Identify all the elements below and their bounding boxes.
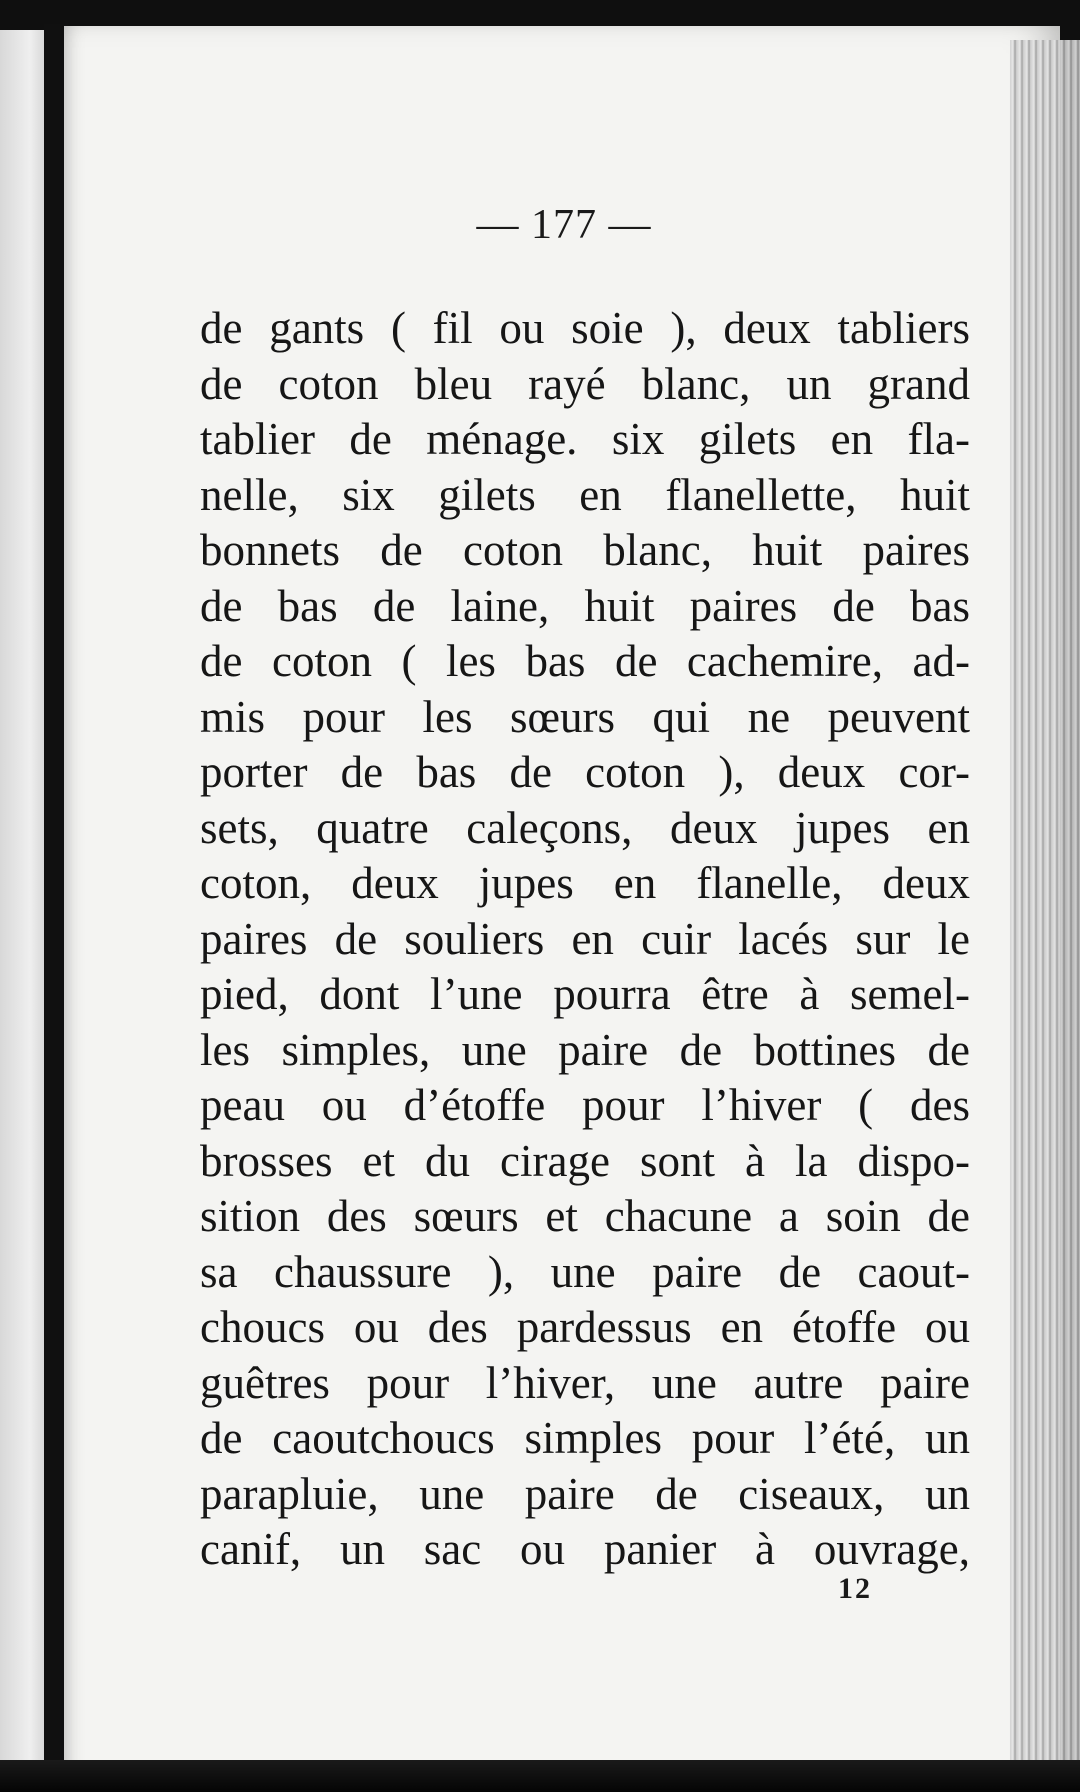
text-line: de coton bleu rayé blanc, un grand xyxy=(200,358,970,409)
book-page xyxy=(64,26,1060,1792)
page-stack-edge xyxy=(1010,40,1080,1792)
text-line: parapluie, une paire de ciseaux, un xyxy=(200,1468,970,1519)
facing-page-edge xyxy=(0,30,50,1770)
text-line: guêtres pour l’hiver, une autre paire xyxy=(200,1357,970,1408)
text-line: sa chaussure ), une paire de caout- xyxy=(200,1246,970,1297)
signature-mark: 12 xyxy=(838,1572,872,1605)
text-line: porter de bas de coton ), deux cor- xyxy=(200,747,970,797)
text-line: bonnets de coton blanc, huit paires xyxy=(200,525,970,575)
text-line: sition des sœurs et chacune a soin de xyxy=(200,1191,970,1241)
text-line: de gants ( fil ou soie ), deux tabliers xyxy=(200,303,970,353)
text-line: de coton ( les bas de cachemire, ad- xyxy=(200,636,970,686)
body-text xyxy=(200,301,970,1578)
text-line: de bas de laine, huit paires de bas xyxy=(200,580,970,631)
text-line: nelle, six gilets en flanellette, huit xyxy=(200,469,970,520)
text-line: paires de souliers en cuir lacés sur le xyxy=(200,913,970,964)
text-line: mis pour les sœurs qui ne peuvent xyxy=(200,691,970,742)
text-line: brosses et du cirage sont à la dispo- xyxy=(200,1135,970,1186)
text-line: les simples, une paire de bottines de xyxy=(200,1024,970,1075)
text-line: tablier de ménage. six gilets en fla- xyxy=(200,414,970,464)
text-line: peau ou d’étoffe pour l’hiver ( des xyxy=(200,1080,970,1130)
text-line: de caoutchoucs simples pour l’été, un xyxy=(200,1413,970,1463)
page-number: — 177 — xyxy=(476,202,652,248)
text-line: coton, deux jupes en flanelle, deux xyxy=(200,858,970,908)
bottom-shadow xyxy=(0,1760,1080,1792)
text-line: pied, dont l’une pourra être à semel- xyxy=(200,969,970,1019)
text-line: canif, un sac ou panier à ouvrage, xyxy=(200,1524,970,1574)
text-line: choucs ou des pardessus en étoffe ou xyxy=(200,1302,970,1352)
text-line: sets, quatre caleçons, deux jupes en xyxy=(200,802,970,853)
